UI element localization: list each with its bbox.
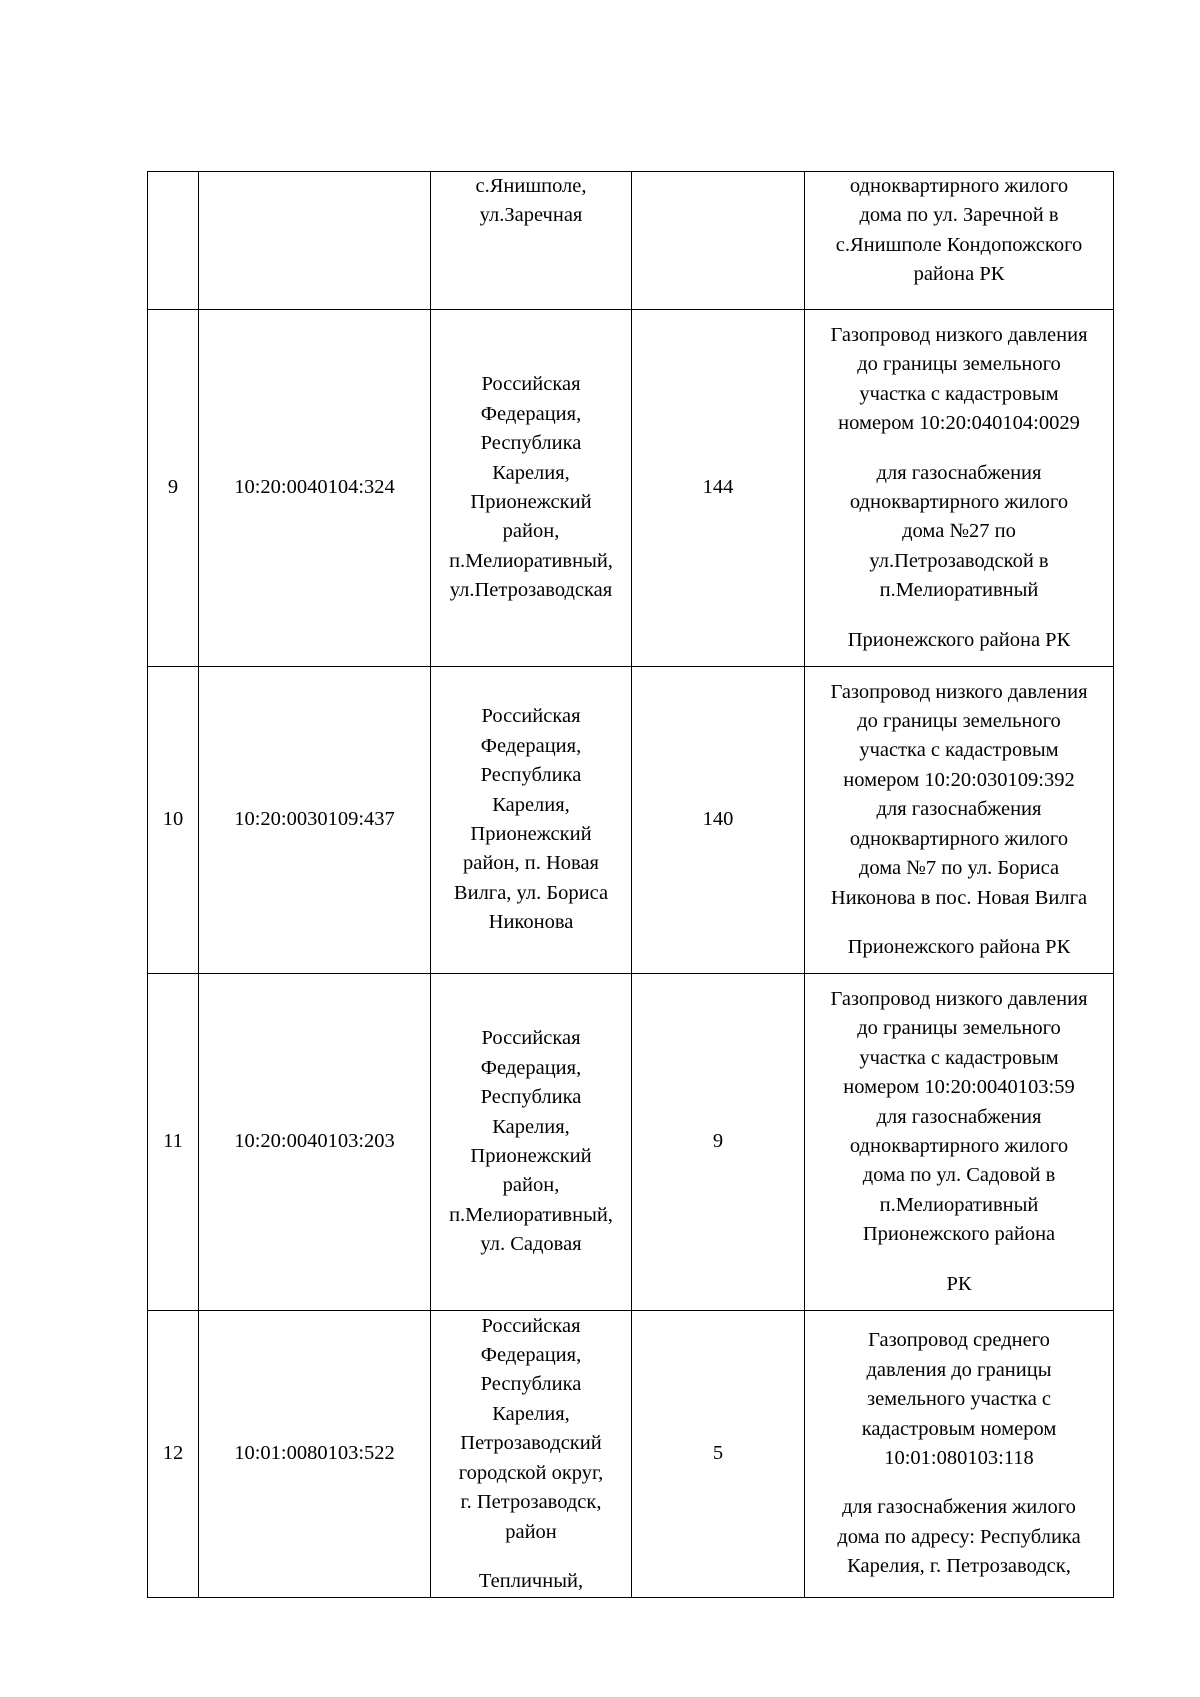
description-paragraph [810, 1270, 1108, 1299]
address-line: Республика [480, 432, 582, 455]
address-line: Республика [480, 1086, 582, 1109]
address-cell [431, 1311, 632, 1598]
description-line: района РК [913, 263, 1005, 286]
address-line: Федерация, [480, 734, 582, 757]
address-line: ул.Петрозаводская [449, 579, 613, 602]
address-line: район, п. Новая [462, 852, 599, 875]
description-paragraph [810, 933, 1108, 962]
description-line: ул.Петрозаводской в [869, 549, 1049, 572]
address-line: Российская [481, 705, 581, 728]
description-cell [805, 310, 1114, 667]
row-number-cell [148, 172, 199, 310]
description-paragraph [810, 459, 1108, 606]
address-line: Республика [480, 1373, 582, 1396]
cadastral-number-cell [199, 172, 431, 310]
description-line: Газопровод низкого давления [830, 987, 1088, 1010]
description-line: Газопровод низкого давления [830, 680, 1088, 703]
address-cell [431, 310, 632, 667]
address-line: Вилга, ул. Бориса [453, 881, 609, 904]
description-line: номером 10:20:030109:392 [843, 768, 1075, 791]
address-line: Карелия, [492, 793, 570, 816]
description-line: одноквартирного жилого [849, 491, 1069, 513]
description-line: участка с кадастровым [859, 382, 1059, 405]
table-row [148, 1311, 1114, 1598]
address-line: с.Янишполе, [475, 175, 587, 197]
address-line: Петрозаводский [460, 1432, 602, 1455]
cadastral-number-cell: 10:20:0040104:324 [199, 310, 431, 667]
description-line: дома по ул. Заречной в [859, 204, 1059, 227]
description-line: с.Янишполе Кондопожского [835, 233, 1083, 256]
address-line: Российская [481, 1027, 581, 1050]
description-line: 10:01:080103:118 [884, 1447, 1034, 1469]
description-paragraph [810, 626, 1108, 655]
description-line: п.Мелиоративный [879, 579, 1039, 602]
address-line: Карелия, [492, 1115, 570, 1138]
address-cell [431, 172, 632, 310]
description-line: одноквартирного жилого [849, 175, 1069, 197]
value-cell: 144 [632, 310, 805, 667]
address-line: Федерация, [480, 1056, 582, 1079]
description-line: земельного участка с [866, 1388, 1052, 1411]
description-line: РК [946, 1272, 972, 1295]
address-line: район [505, 1520, 557, 1543]
address-paragraph [436, 1567, 626, 1596]
description-line: участка с кадастровым [859, 739, 1059, 762]
description-line: дома по ул. Садовой в [862, 1164, 1056, 1187]
description-line: Прионежского района РК [847, 628, 1071, 651]
description-line: для газоснабжения жилого [842, 1496, 1076, 1519]
description-line: Газопровод низкого давления [830, 323, 1088, 346]
description-line: номером 10:20:040104:0029 [838, 412, 1080, 435]
cadastral-number-cell: 10:20:0030109:437 [199, 667, 431, 974]
address-line: Республика [480, 764, 582, 787]
description-line: дома №7 по ул. Бориса [858, 857, 1060, 880]
description-line: дома по адресу: Республика [837, 1525, 1081, 1548]
description-paragraph [810, 321, 1108, 439]
table-row [148, 310, 1114, 667]
description-line: участка с кадастровым [859, 1046, 1059, 1069]
address-line: Прионежский [470, 1145, 592, 1167]
description-line: для газоснабжения [876, 461, 1042, 484]
description-line: Никонова в пос. Новая Вилга [830, 886, 1088, 909]
description-cell [805, 667, 1114, 974]
row-number-cell: 9 [148, 310, 199, 667]
description-line: для газоснабжения [876, 798, 1042, 821]
row-number-cell: 11 [148, 974, 199, 1311]
address-line: Российская [481, 373, 581, 396]
address-cell [431, 667, 632, 974]
address-line: Карелия, [492, 461, 570, 484]
value-cell: 9 [632, 974, 805, 1311]
description-line: одноквартирного жилого [849, 827, 1069, 850]
description-line: для газоснабжения [876, 1105, 1042, 1128]
address-line: Федерация, [480, 402, 582, 425]
description-line: кадастровым номером [861, 1417, 1057, 1440]
address-line: ул.Заречная [479, 204, 583, 227]
address-line: район, [502, 520, 560, 543]
address-line: Прионежский [470, 823, 592, 845]
cadastral-number-cell: 10:01:0080103:522 [199, 1311, 431, 1598]
address-line: район, [502, 1174, 560, 1197]
description-line: номером 10:20:0040103:59 [843, 1076, 1075, 1099]
address-line: Федерация, [480, 1344, 582, 1367]
description-cell [805, 1311, 1114, 1598]
description-line: до границы земельного [857, 710, 1061, 733]
description-cell [805, 974, 1114, 1311]
address-line: п.Мелиоративный, [449, 549, 613, 572]
address-line: ул. Садовая [480, 1233, 582, 1256]
address-line: г. Петрозаводск, [460, 1491, 602, 1514]
description-paragraph [810, 678, 1108, 913]
description-paragraph [810, 1493, 1108, 1581]
value-cell: 5 [632, 1311, 805, 1598]
address-line: Карелия, [492, 1402, 570, 1425]
value-cell: 140 [632, 667, 805, 974]
description-line: дома №27 по [902, 520, 1016, 543]
value-cell [632, 172, 805, 310]
description-line: Прионежского района РК [847, 935, 1071, 958]
cadastral-number-cell: 10:20:0040103:203 [199, 974, 431, 1311]
row-number-cell: 12 [148, 1311, 199, 1598]
address-line: городской округ, [458, 1461, 604, 1484]
description-line: Карелия, г. Петрозаводск, [847, 1555, 1071, 1578]
land-plots-table [147, 171, 1114, 1598]
address-cell [431, 974, 632, 1311]
description-line: Прионежского района [862, 1223, 1056, 1246]
description-line: до границы земельного [857, 1017, 1061, 1040]
table-row [148, 974, 1114, 1311]
address-line: Тепличный, [478, 1569, 584, 1592]
description-line: Газопровод среднего [868, 1329, 1050, 1352]
description-paragraph [810, 985, 1108, 1250]
description-line: до границы земельного [857, 353, 1061, 376]
description-paragraph [810, 1326, 1108, 1473]
address-line: Никонова [488, 911, 574, 934]
row-number-cell: 10 [148, 667, 199, 974]
description-cell [805, 172, 1114, 310]
description-line: одноквартирного жилого [849, 1135, 1069, 1157]
address-line: Прионежский [470, 491, 592, 513]
description-line: п.Мелиоративный [879, 1193, 1039, 1216]
table-row [148, 172, 1114, 310]
address-paragraph [436, 1312, 626, 1547]
address-line: п.Мелиоративный, [449, 1203, 613, 1226]
table-row [148, 667, 1114, 974]
address-line: Российская [481, 1314, 581, 1337]
description-line: давления до границы [866, 1358, 1052, 1381]
